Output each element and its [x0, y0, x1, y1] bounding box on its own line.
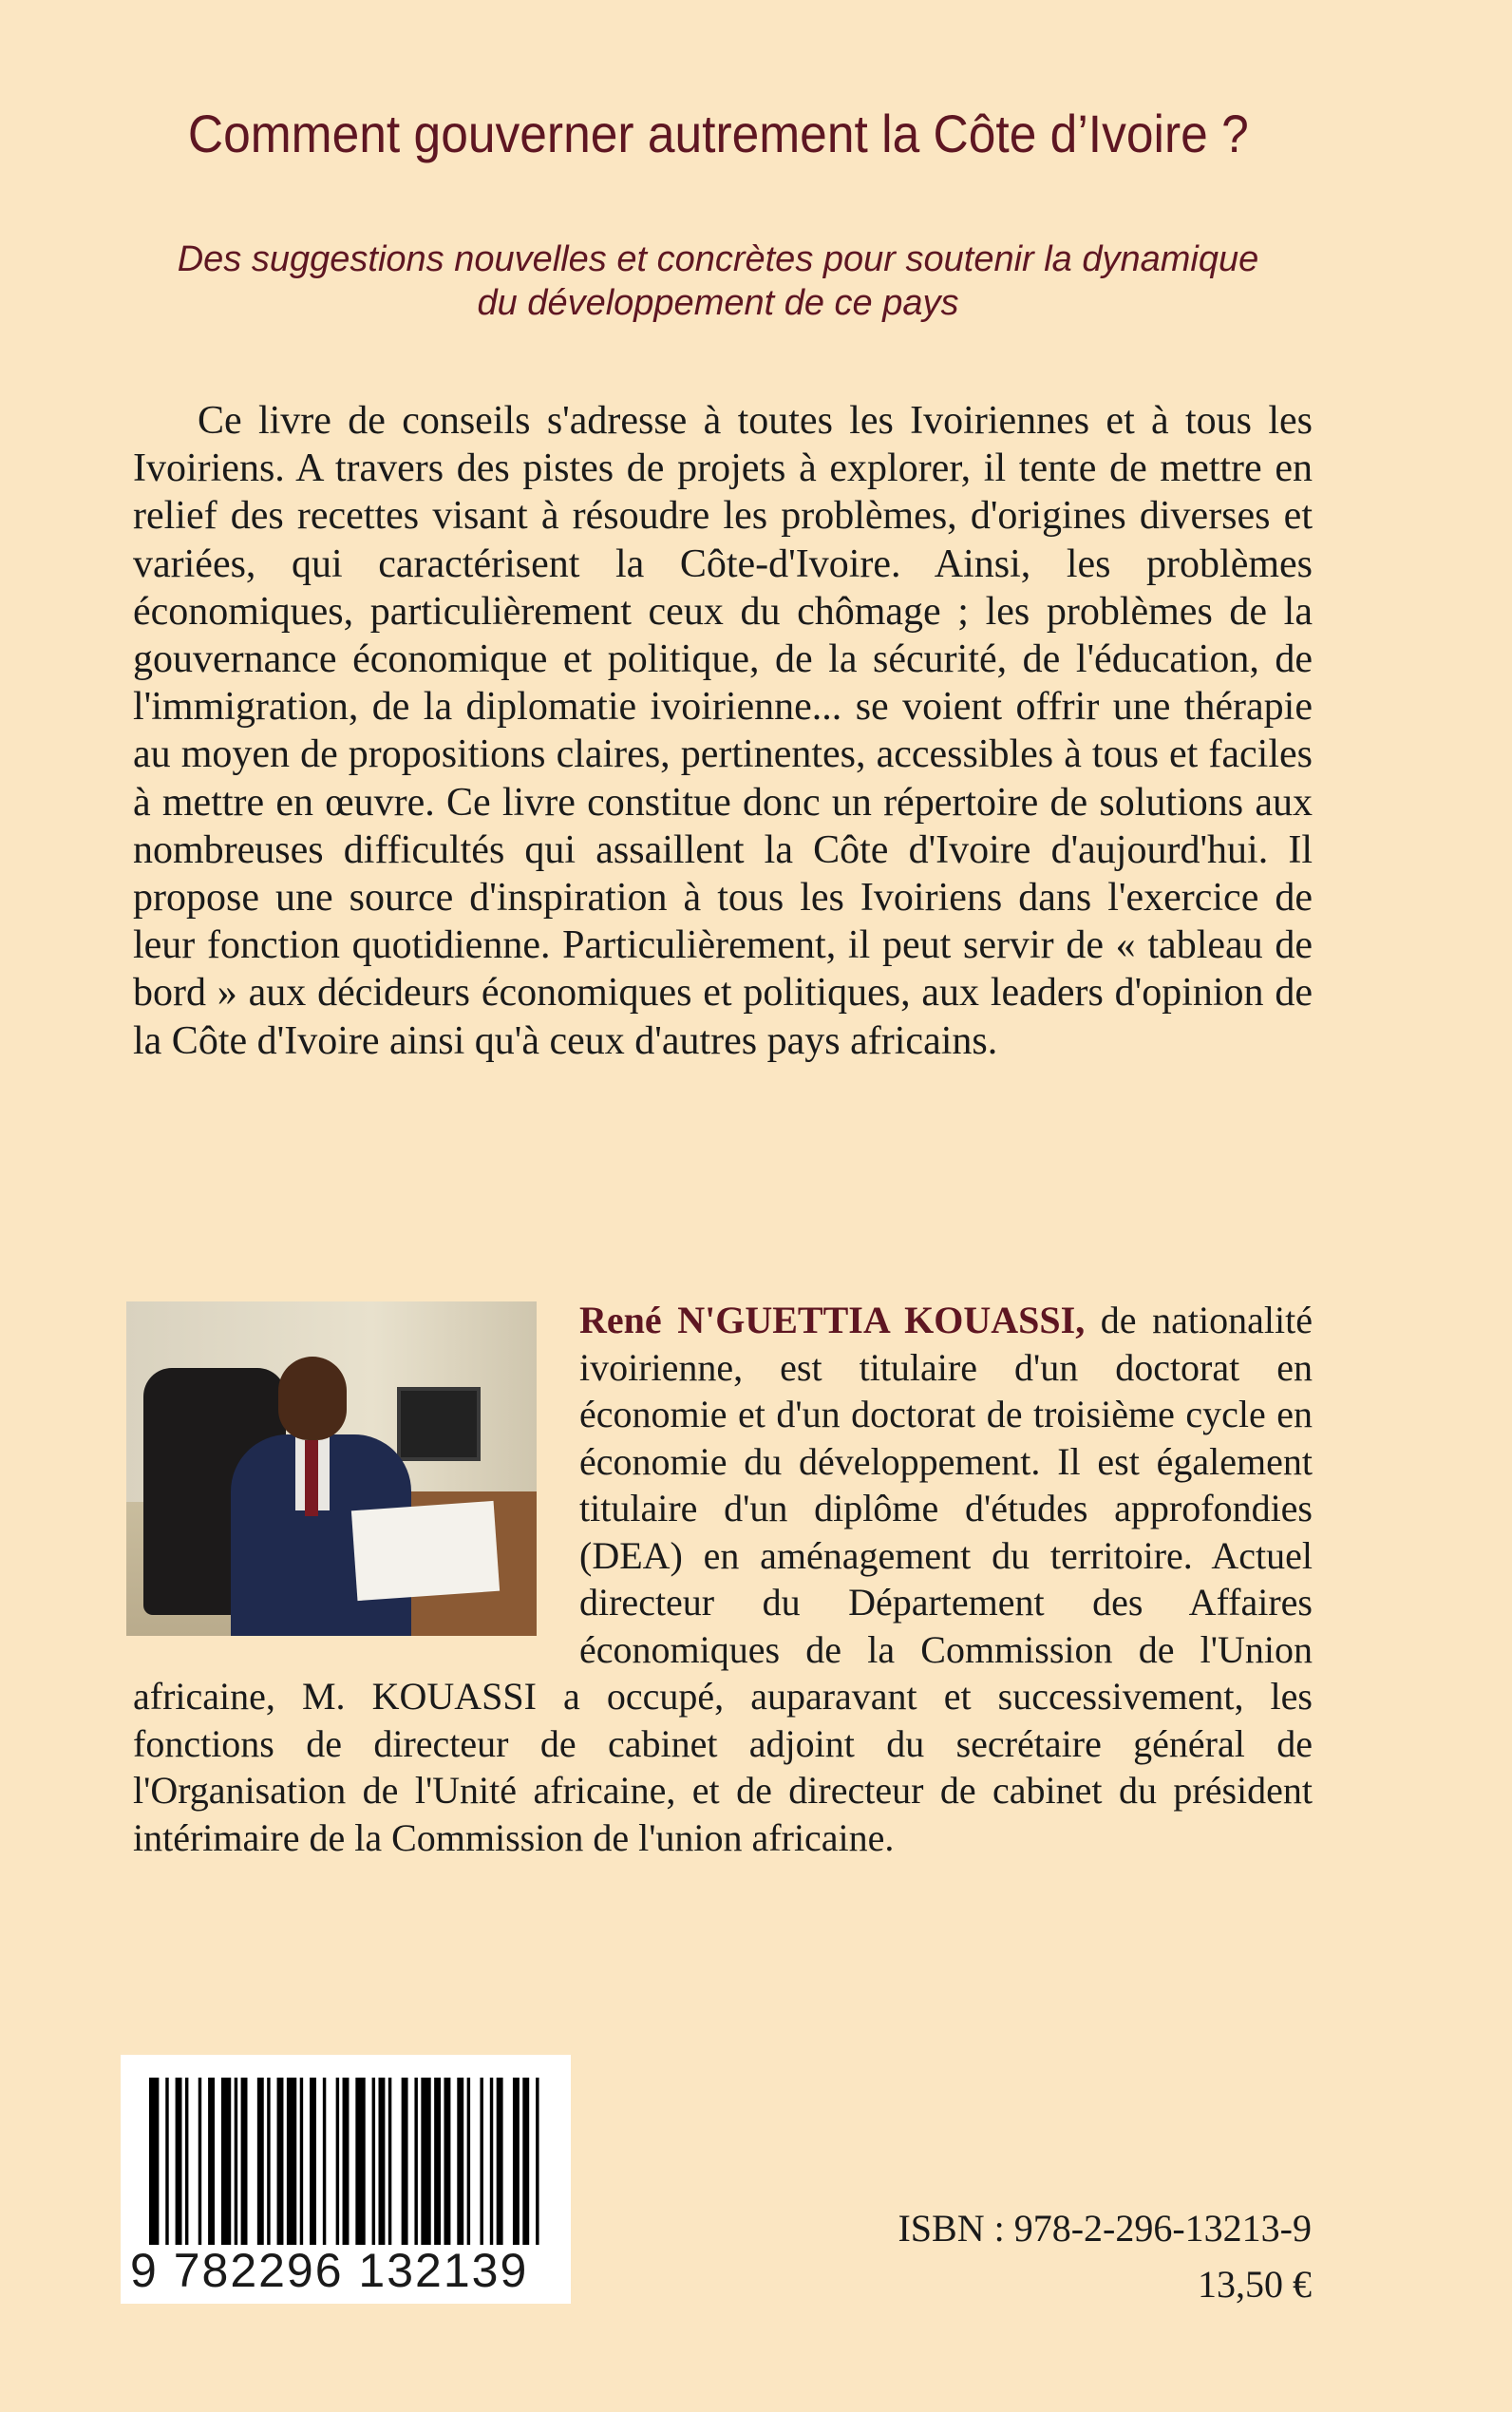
- barcode-bar: [287, 2078, 296, 2245]
- barcode-bar: [241, 2078, 248, 2245]
- barcode-bar: [149, 2078, 159, 2245]
- barcode-bar: [421, 2078, 430, 2245]
- barcode-bar: [277, 2078, 284, 2245]
- barcode-bar: [497, 2078, 503, 2245]
- price: 13,50 €: [1198, 2263, 1312, 2306]
- barcode-digits: 9 782296 132139: [130, 2244, 529, 2297]
- barcode-bar: [355, 2078, 365, 2245]
- book-description: Ce livre de conseils s'adresse à toutes les Ivoiriennes et à tous les Ivoiriens. A travers des pistes de projets à explorer, il tente de mettre en relief des recettes visant à résoudre les problèmes, d'origines diverses et variées, qui caractérisent la Côte-d'Ivoire. Ainsi, les problèmes économiques, particulièrement ceux du chômage ; les problèmes de la gouvernance économique et politique, de la sécurité, de l'éducation, de l'immigration, de la diplomatie ivoirienne... se voient offrir une thérapie au moyen de propositions claires, pertinentes, accessibles à tous et faciles à mettre en œuvre. Ce livre constitue donc un répertoire de solutions aux nombreuses difficultés qui assaillent la Côte d'Ivoire d'aujourd'hui. Il propose une source d'inspiration à tous les Ivoiriens dans l'exercice de leur fonction quotidienne. Particulièrement, il peut servir de « tableau de bord » aux décideurs économiques et politiques, aux leaders d'opinion de la Côte d'Ivoire ainsi qu'à ceux d'autres pays africains.: [133, 399, 1313, 1063]
- barcode-bar: [388, 2078, 391, 2245]
- barcode-bar: [434, 2078, 441, 2245]
- barcode-bar: [467, 2078, 470, 2245]
- barcode-bar: [372, 2078, 375, 2245]
- barcode-bar: [379, 2078, 386, 2245]
- isbn: ISBN : 978-2-296-13213-9: [898, 2207, 1312, 2250]
- barcode-bar: [480, 2078, 482, 2245]
- barcode-bar: [300, 2078, 303, 2245]
- subtitle-line-2: du développement de ce pays: [477, 283, 959, 323]
- barcode-bar: [198, 2078, 201, 2245]
- barcode-bar: [185, 2078, 188, 2245]
- barcode-bar: [444, 2078, 451, 2245]
- barcode-bars: [149, 2078, 542, 2245]
- barcode-bar: [343, 2078, 350, 2245]
- barcode-bar: [536, 2078, 539, 2245]
- author-bio: [133, 1297, 1313, 1861]
- author-bio-text: de nationalité ivoirienne, est titulaire d'un doctorat en économie et d'un doctorat de troisième cycle en économie du développement. Il est également titulaire d'un diplôme d'études approfondies (DEA) en aménagement du territoire. Actuel directeur du Département des Affaires économiques de la Commission de l'Union africaine, M. KOUASSI a occupé, auparavant et successivement, les fonctions de directeur de cabinet adjoint du secrétaire général de l'Organisation de l'Unité africaine, et de directeur de cabinet du président intérimaire de la Commission de l'union africaine.: [133, 1299, 1313, 1859]
- barcode-bar: [513, 2078, 520, 2245]
- barcode-bar: [522, 2078, 529, 2245]
- barcode-bar: [221, 2078, 231, 2245]
- author-name: René N'GUETTIA KOUASSI,: [579, 1299, 1086, 1341]
- subtitle-line-1: Des suggestions nouvelles et concrètes pour soutenir la dynamique: [177, 239, 1259, 279]
- barcode-bar: [176, 2078, 182, 2245]
- barcode-bar: [235, 2078, 237, 2245]
- barcode-bar: [414, 2078, 417, 2245]
- barcode-bar: [490, 2078, 493, 2245]
- barcode-bar: [323, 2078, 326, 2245]
- book-subtitle: [114, 237, 1322, 325]
- barcode-bar: [165, 2078, 168, 2245]
- barcode-bar: [336, 2078, 339, 2245]
- barcode-bar: [457, 2078, 463, 2245]
- barcode-bar: [267, 2078, 270, 2245]
- barcode-bar: [257, 2078, 264, 2245]
- barcode: [121, 2055, 571, 2304]
- book-title: Comment gouverner autrement la Côte d’Ivoire ?: [187, 104, 1249, 163]
- barcode-bar: [310, 2078, 316, 2245]
- barcode-bar: [208, 2078, 215, 2245]
- barcode-bar: [402, 2078, 408, 2245]
